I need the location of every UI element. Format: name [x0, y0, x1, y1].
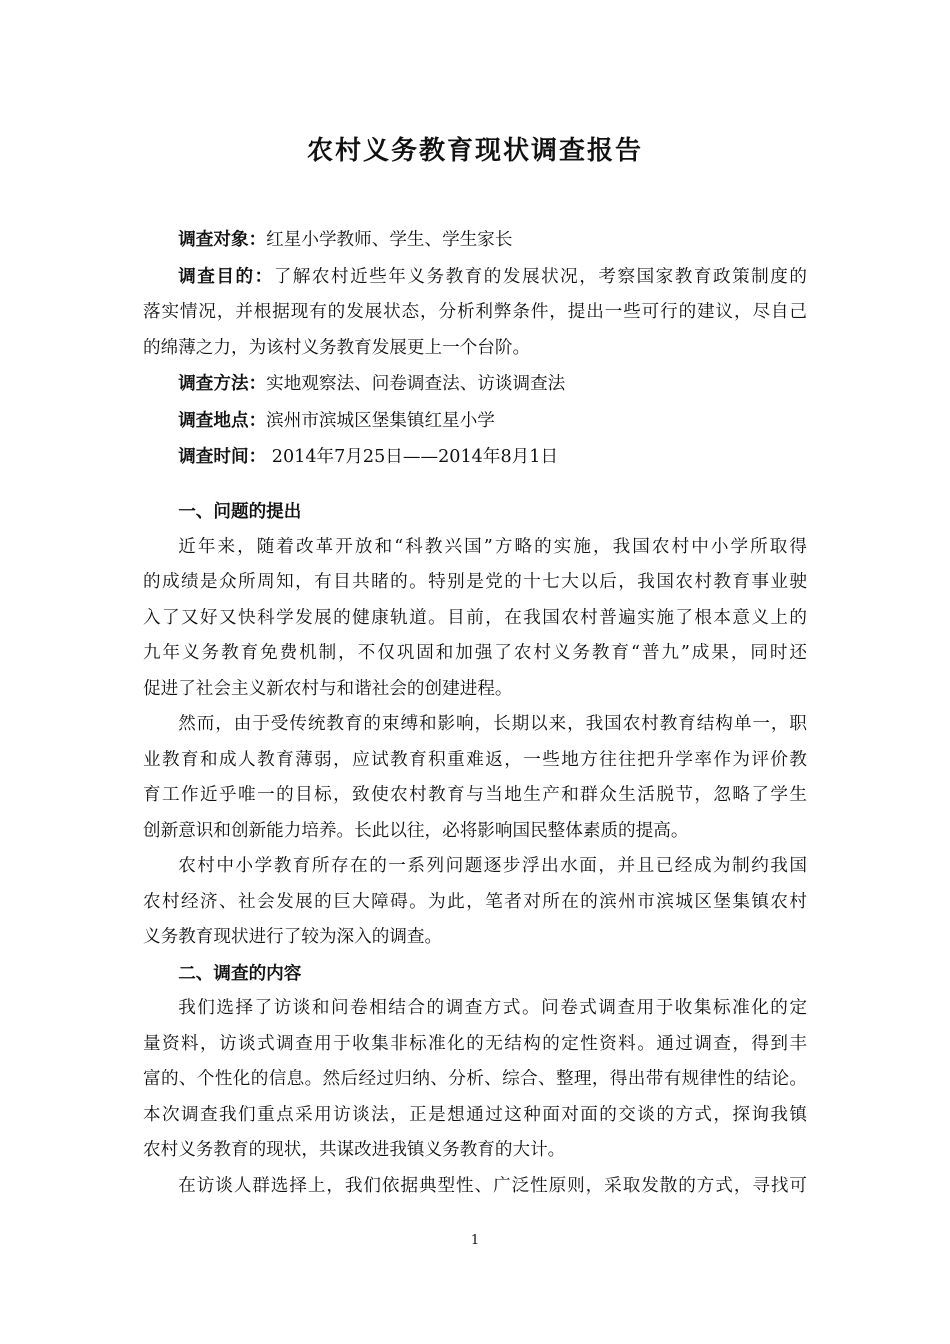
paragraph-line: 然而，由于受传统教育的束缚和影响，长期以来，我国农村教育结构单一，职: [178, 714, 807, 734]
paragraph-line: 业教育和成人教育薄弱，应试教育积重难返，一些地方往往把升学率作为评价教: [143, 749, 807, 770]
section2-heading: 二、调查的内容: [178, 962, 302, 984]
meta-location: [143, 403, 807, 440]
meta-purpose-line2: 落实情况，并根据现有的发展状态，分析利弊条件，提出一些可行的建议，尽自己: [143, 302, 807, 322]
meta-time: [143, 439, 807, 476]
meta-subject: [143, 222, 807, 259]
meta-purpose: [143, 259, 807, 296]
paragraph-line: 的成绩是众所周知，有目共睹的。特别是党的十七大以后，我国农村教育事业驶: [143, 572, 807, 592]
meta-purpose-label: 调查目的：: [178, 265, 274, 287]
meta-method-value: 实地观察法、问卷调查法、访谈调查法: [266, 374, 566, 394]
paragraph-line: 本次调查我们重点采用访谈法，正是想通过这种面对面的交谈的方式，探询我镇: [143, 1104, 807, 1125]
section1-heading: 一、问题的提出: [178, 501, 302, 522]
paragraph-line: 农村中小学教育所存在的一系列问题逐步浮出水面，并且已经成为制约我国: [178, 856, 807, 876]
paragraph-line: 在访谈人群选择上，我们依据典型性、广泛性原则，采取发散的方式，寻找可: [178, 1175, 807, 1196]
paragraph-line: 量资料，访谈式调查用于收集非标准化的无结构的定性资料。通过调查，得到丰: [143, 1033, 807, 1054]
meta-method-label: 调查方法：: [178, 373, 267, 394]
paragraph-line: 入了又好又快科学发展的健康轨道。目前，在我国农村普遍实施了根本意义上的: [143, 607, 807, 628]
meta-subject-label: 调查对象：: [178, 229, 267, 250]
paragraph-line: 富的、个性化的信息。然后经过归纳、分析、综合、整理，得出带有规律性的结论。: [143, 1069, 807, 1089]
meta-location-value: 滨州市滨城区堡集镇红星小学: [266, 410, 495, 431]
meta-subject-value: 红星小学教师、学生、学生家长: [266, 230, 513, 250]
page-number: 1: [470, 1233, 480, 1248]
meta-purpose-line3: 的绵薄之力，为该村义务教育发展更上一个台阶。: [143, 337, 531, 358]
survey-meta: [143, 222, 807, 476]
meta-time-value: 2014年7月25日——2014年8月1日: [266, 447, 559, 467]
paragraph-line: 义务教育现状进行了较为深入的调查。: [143, 927, 443, 947]
paragraph-line: 农村义务教育的现状，共谋改进我镇义务教育的大计。: [143, 1140, 566, 1160]
page-title: 农村义务教育现状调查报告: [306, 136, 643, 166]
paragraph-line: 我们选择了访谈和问卷相结合的调查方式。问卷式调查用于收集标准化的定: [178, 998, 807, 1018]
paragraph-line: 九年义务教育免费机制，不仅巩固和加强了农村义务教育“普九”成果，同时还: [143, 643, 807, 663]
paragraph-line: 农村经济、社会发展的巨大障碍。为此，笔者对所在的滨州市滨城区堡集镇农村: [143, 891, 807, 912]
paragraph-line: 促进了社会主义新农村与和谐社会的创建进程。: [143, 678, 513, 699]
paragraph-line: 近年来，随着改革开放和“科教兴国”方略的实施，我国农村中小学所取得: [178, 536, 807, 557]
meta-location-label: 调查地点：: [178, 409, 267, 431]
meta-time-label: 调查时间：: [178, 446, 267, 467]
meta-purpose-line1: 了解农村近些年义务教育的发展状况，考察国家教育政策制度的: [273, 266, 807, 287]
paragraph-line: 创新意识和创新能力培养。长此以往，必将影响国民整体素质的提高。: [143, 820, 689, 841]
report-body: [143, 494, 807, 1204]
paragraph-line: 育工作近乎唯一的目标，致使农村教育与当地生产和群众生活脱节，忽略了学生: [143, 785, 807, 805]
meta-method: [143, 366, 807, 403]
